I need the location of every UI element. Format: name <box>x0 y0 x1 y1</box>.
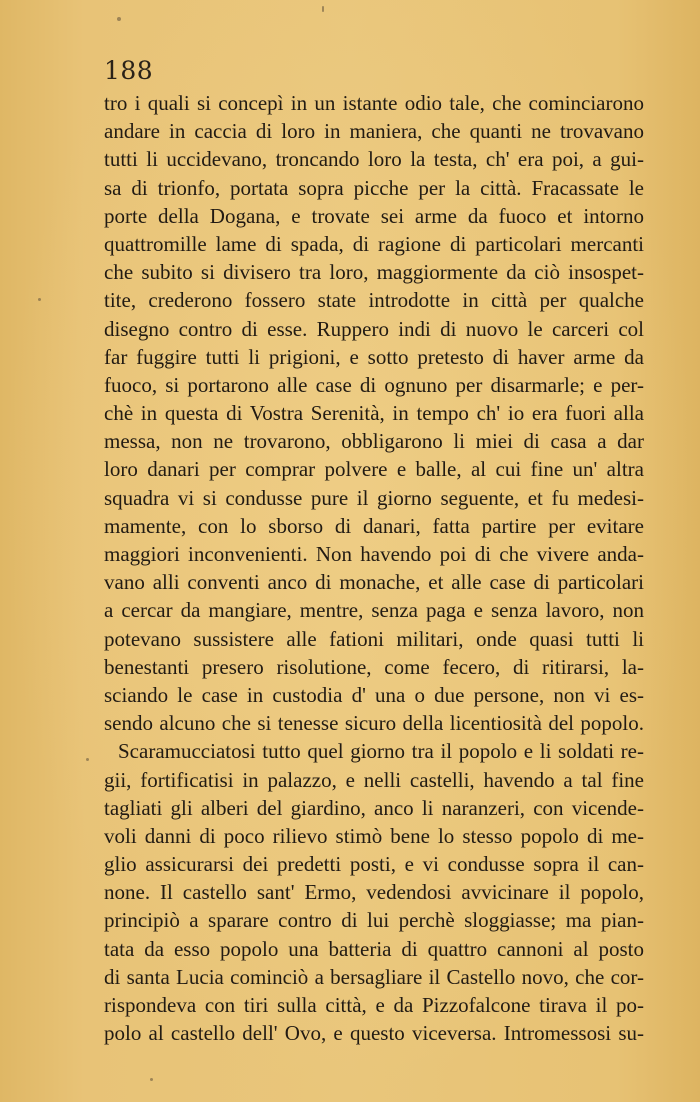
text-line: tro i quali si concepì in un istante odio tale, che cominciarono <box>104 91 644 115</box>
text-line: tata da esso popolo una batteria di quattro cannoni al posto <box>104 936 644 961</box>
text-line: sendo alcuno che si tenesse sicuro della licentiosità del popolo. <box>104 711 644 736</box>
text-line: sa di trionfo, portata sopra picche per la città. Fracassate le <box>104 175 644 200</box>
body-text <box>104 89 644 1047</box>
text-line: rispondeva con tiri sulla città, e da Pizzofalcone tirava il po- <box>104 993 644 1017</box>
text-line: a cercar da mangiare, mentre, senza paga e senza lavoro, non <box>104 598 644 623</box>
text-line: sciando le case in custodia d' una o due persone, non vi es- <box>104 682 644 707</box>
text-line: tite, crederono fossero state introdotte in città per qualche <box>104 288 644 313</box>
text-line: benestanti presero risolutione, come fecero, di ritirarsi, la- <box>104 654 644 679</box>
text-line: loro danari per comprar polvere e balle, al cui fine un' altra <box>104 457 644 482</box>
text-line: Scaramucciatosi tutto quel giorno tra il popolo e li soldati re- <box>118 739 644 764</box>
text-line: tagliati gli alberi del giardino, anco li naranzeri, con vicende- <box>104 795 644 820</box>
text-line: mamente, con lo sborso di danari, fatta partire per evitare <box>104 513 644 538</box>
text-line: messa, non ne trovarono, obbligarono li miei di casa a dar <box>104 429 644 454</box>
text-line: di santa Lucia cominciò a bersagliare il Castello novo, che cor- <box>104 964 644 989</box>
paper-speck <box>38 298 41 301</box>
text-line: tutti li uccidevano, troncando loro la testa, ch' era poi, a gui- <box>104 147 644 172</box>
text-line: disegno contro di esse. Ruppero indi di nuovo le carceri col <box>104 316 644 341</box>
text-line: quattromille lame di spada, di ragione di particolari mercanti <box>104 231 644 256</box>
paper-speck <box>117 17 121 21</box>
page-number: 188 <box>104 56 154 85</box>
text-line: maggiori inconvenienti. Non havendo poi di che vivere anda- <box>104 542 644 566</box>
text-line: gii, fortificatisi in palazzo, e nelli castelli, havendo a tal fine <box>104 767 644 792</box>
text-line: none. Il castello sant' Ermo, vedendosi avvicinare il popolo, <box>104 880 644 905</box>
text-line: che subito si divisero tra loro, maggiormente da ciò insospet- <box>104 260 644 285</box>
text-line: vano alli conventi anco di monache, et alle case di particolari <box>104 570 644 595</box>
text-line: far fuggire tutti li prigioni, e sotto pretesto di haver arme da <box>104 344 644 369</box>
paper-speck <box>150 1078 153 1081</box>
text-line: chè in questa di Vostra Serenità, in tempo ch' io era fuori alla <box>104 401 644 426</box>
paper-speck <box>322 6 324 12</box>
text-line: voli danni di poco rilievo stimò bene lo stesso popolo di me- <box>104 823 644 848</box>
text-line: fuoco, si portarono alle case di ognuno per disarmarle; e per- <box>104 372 644 397</box>
text-line: porte della Dogana, e trovate sei arme da fuoco et intorno <box>104 203 644 228</box>
text-line: principiò a sparare contro di lui perchè sloggiasse; ma pian- <box>104 908 644 933</box>
text-line: squadra vi si condusse pure il giorno seguente, et fu medesi- <box>104 485 644 510</box>
text-line: potevano sussistere alle fationi militari, onde quasi tutti li <box>104 626 644 651</box>
paper-speck <box>86 758 89 761</box>
text-line: polo al castello dell' Ovo, e questo viceversa. Intromessosi su- <box>104 1021 644 1046</box>
text-line: glio assicurarsi dei predetti posti, e vi condusse sopra il can- <box>104 852 644 877</box>
text-line: andare in caccia di loro in maniera, che quanti ne trovavano <box>104 119 644 144</box>
